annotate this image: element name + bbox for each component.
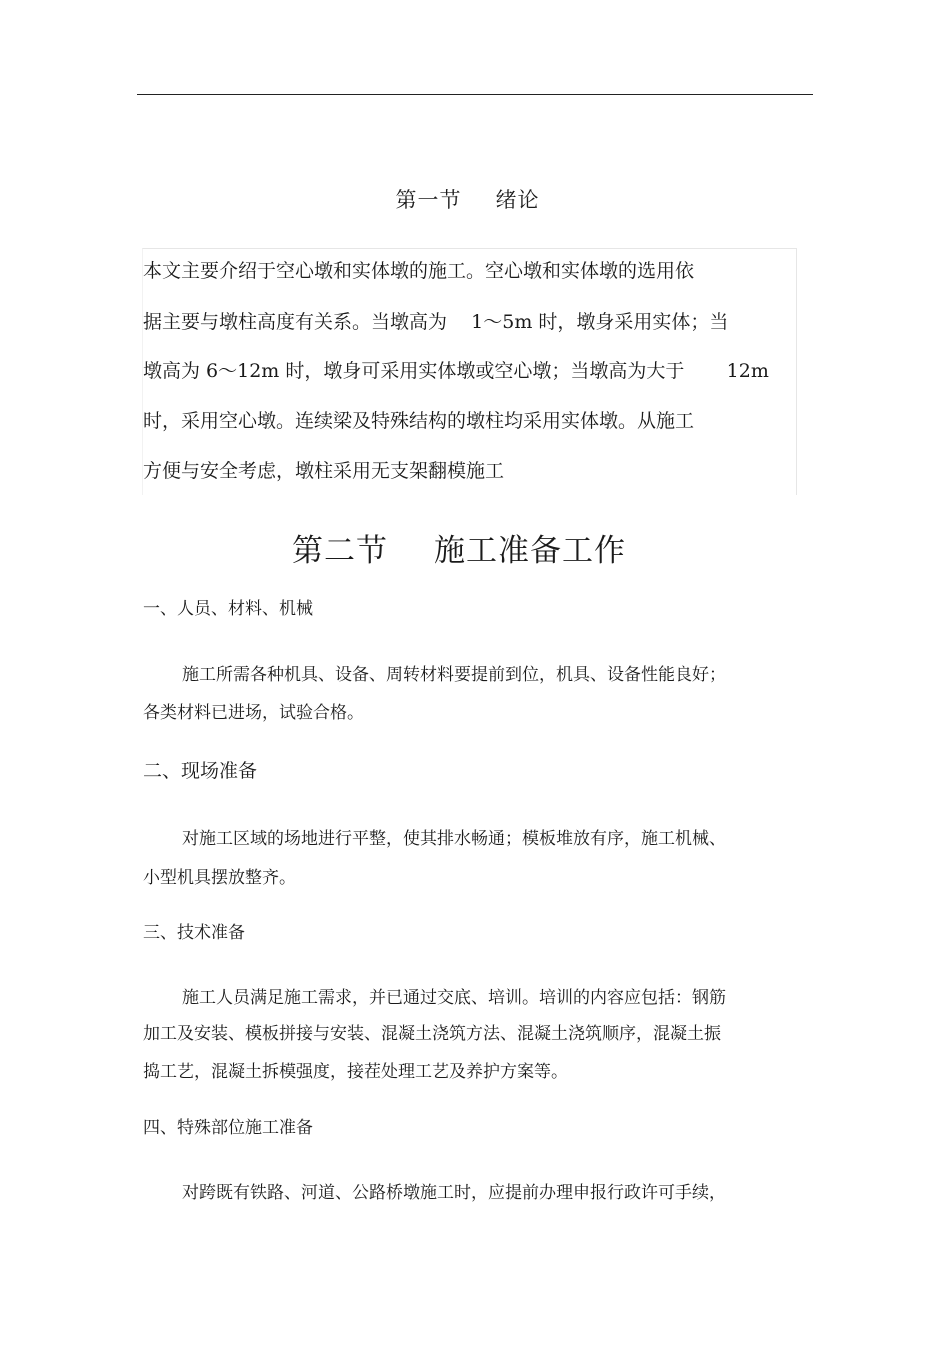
intro-line-3: 墩高为 6～12m 时，墩身可采用实体墩或空心墩；当墩高为大于 12m <box>143 360 769 382</box>
intro-line-5: 方便与安全考虑，墩柱采用无支架翻模施工 <box>143 460 505 482</box>
intro-line-1: 本文主要介绍于空心墩和实体墩的施工。空心墩和实体墩的选用依 <box>143 260 695 282</box>
section-2-title <box>0 525 918 570</box>
para-line: 对跨既有铁路、河道、公路桥墩施工时，应提前办理申报行政许可手续， <box>182 1183 726 1203</box>
intro-line-2: 据主要与墩柱高度有关系。当墩高为 1～5m 时，墩身采用实体；当 <box>143 311 729 333</box>
para-line: 施工所需各种机具、设备、周转材料要提前到位，机具、设备性能良好； <box>182 665 726 685</box>
section-1-title <box>0 184 935 214</box>
heading-technical-preparation: 三、技术准备 <box>143 923 245 943</box>
section-2-name: 施工准备工作 <box>434 533 626 569</box>
top-rule <box>137 94 813 95</box>
heading-site-preparation: 二、现场准备 <box>143 760 258 782</box>
para-line: 小型机具摆放整齐。 <box>143 868 296 888</box>
para-line: 捣工艺，混凝土拆模强度，接茬处理工艺及养护方案等。 <box>143 1062 568 1082</box>
para-line: 加工及安装、模板拼接与安装、混凝土浇筑方法、混凝土浇筑顺序，混凝土振 <box>143 1024 721 1044</box>
heading-special-parts: 四、特殊部位施工准备 <box>143 1118 313 1138</box>
intro-line-4: 时，采用空心墩。连续梁及特殊结构的墩柱均采用实体墩。从施工 <box>143 410 695 432</box>
para-line: 对施工区域的场地进行平整，使其排水畅通；模板堆放有序，施工机械、 <box>182 829 726 849</box>
para-line: 施工人员满足施工需求，并已通过交底、培训。培训的内容应包括：钢筋 <box>182 988 726 1008</box>
heading-personnel-materials: 一、人员、材料、机械 <box>143 599 313 619</box>
para-line: 各类材料已进场，试验合格。 <box>143 703 364 723</box>
section-1-number: 第一节 <box>395 188 462 212</box>
section-1-name: 绪论 <box>495 188 540 212</box>
section-2-number: 第二节 <box>292 533 388 569</box>
